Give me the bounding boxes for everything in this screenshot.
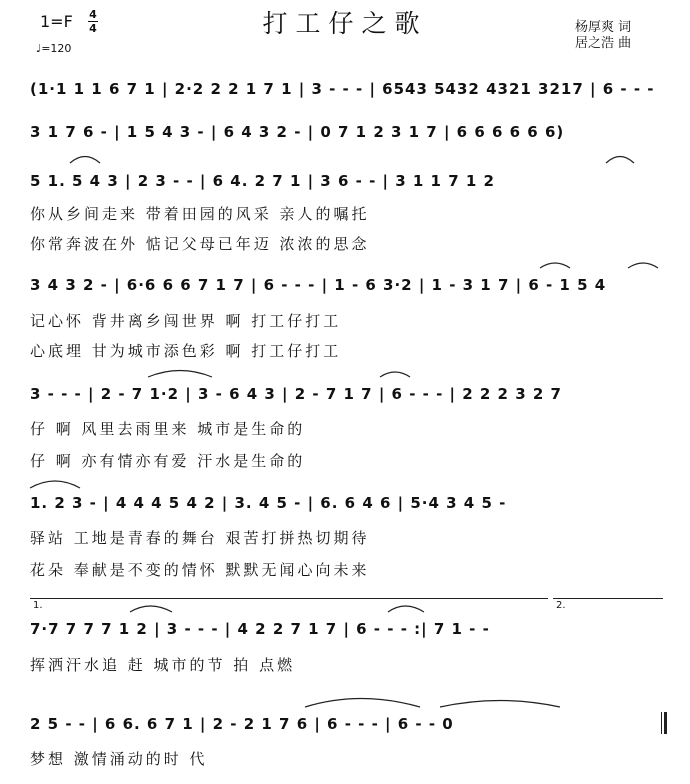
notation-line-8: 2 5 - - | 6 6. 6 7 1 | 2 - 2 1 7 6 | 6 - - - | 6 - - 0 [30,715,454,733]
lyrics-line-8: 梦想 激情涌动的时 代 [30,750,208,768]
slur [70,157,100,164]
meter-top: 4 [89,8,97,21]
lyrics-line-5-verse-2: 仔 啊 亦有情亦有爱 汗水是生命的 [30,452,306,470]
key-signature: 1=F [40,12,73,31]
slur [388,606,424,612]
notation-line-4: 3 4 3 2 - | 6·6 6 6 7 1 7 | 6 - - - | 1 - 6 3·2 | 1 - 3 1 7 | 6 - 1 5 4 [30,276,607,294]
tempo-marking: ♩=120 [36,42,72,55]
notation-line-5: 3 - - - | 2 - 7 1·2 | 3 - 6 4 3 | 2 - 7 1 7 | 6 - - - | 2 2 2 3 2 7 [30,385,562,403]
final-barline-thick [664,712,667,734]
slur [30,481,80,488]
slur [148,371,212,378]
first-ending-mark: 1. [33,600,43,611]
slur [606,157,634,164]
lyrics-line-3-verse-2: 你常奔波在外 惦记父母已年迈 浓浓的思念 [30,235,370,253]
second-ending-mark: 2. [556,600,566,611]
song-title: 打工仔之歌 [262,9,428,38]
slur [628,263,658,268]
notation-line-2: 3 1 7 6 - | 1 5 4 3 - | 6 4 3 2 - | 0 7 1 2 3 1 7 | 6 6 6 6 6 6) [30,123,565,141]
notation-line-1: (1·1 1 1 6 7 1 | 2·2 2 2 1 7 1 | 3 - - - | 6543 5432 4321 3217 | 6 - - - [30,80,655,98]
composer-credit: 居之浩 曲 [575,36,632,51]
lyrics-line-4-verse-2: 心底埋 甘为城市添色彩 啊 打工仔打工 [30,342,342,360]
final-barline-thin [661,712,662,734]
slur [130,606,172,612]
notation-line-3: 5 1. 5 4 3 | 2 3 - - | 6 4. 2 7 1 | 3 6 - - | 3 1 1 7 1 2 [30,172,495,190]
meter-bottom: 4 [89,22,97,35]
slur [305,699,420,708]
notation-line-7: 7·7 7 7 7 1 2 | 3 - - - | 4 2 2 7 1 7 | 6 - - - :| 7 1 - - [30,620,490,638]
lyrics-line-4-verse-1: 记心怀 背井离乡闯世界 啊 打工仔打工 [30,312,342,330]
lyrics-line-7: 挥洒汗水追 赶 城市的节 拍 点燃 [30,656,296,674]
lyrics-line-3-verse-1: 你从乡间走来 带着田园的风采 亲人的嘱托 [30,205,370,223]
lyrics-line-6-verse-1: 驿站 工地是青春的舞台 艰苦打拼热切期待 [30,529,370,547]
lyrics-line-6-verse-2: 花朵 奉献是不变的情怀 默默无闻心向未来 [30,561,370,579]
slur [440,701,560,708]
lyricist-credit: 杨厚爽 词 [575,20,632,35]
notation-line-6: 1. 2 3 - | 4 4 4 5 4 2 | 3. 4 5 - | 6. 6 4 6 | 5·4 3 4 5 - [30,494,507,512]
slur [380,372,410,377]
lyrics-line-5-verse-1: 仔 啊 风里去雨里来 城市是生命的 [30,420,306,438]
slur [540,263,570,268]
